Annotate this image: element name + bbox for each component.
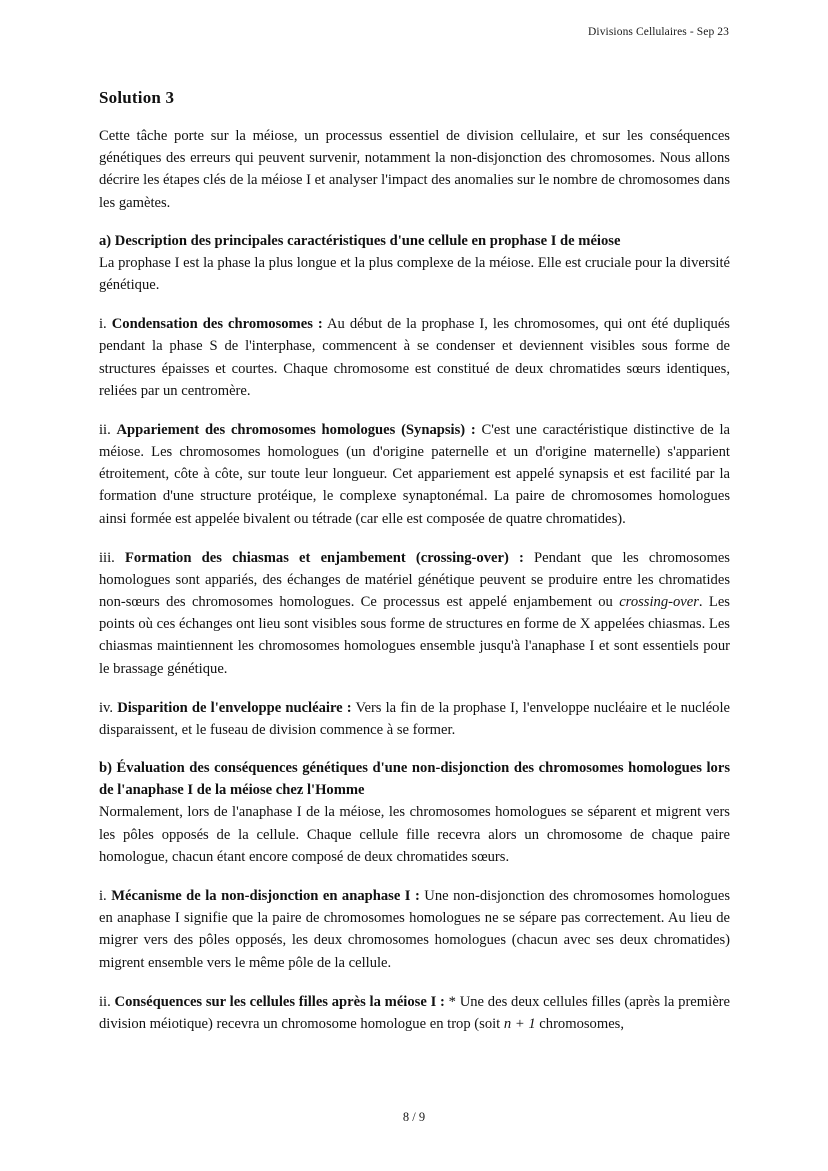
item-text-part2: . Les points où ces échanges ont lieu sont visibles sous forme de structures en forme de X appelées chiasmas. Les chiasmas maintiennent les chromosomes homologues ensemble jusqu'à l'anaphase I et sont essentiels pour le brassage génétique.: [99, 594, 730, 677]
section-b-lead: Normalement, lors de l'anaphase I de la méiose, les chromosomes homologues se séparent et migrent vers les pôles opposés de la cellule. Chaque cellule fille recevra alors un chromosome de chaque paire homologue, chacun étant encore composé de deux chromatides sœurs.: [99, 804, 730, 865]
item-marker: i.: [99, 887, 107, 904]
item-marker: iv.: [99, 699, 114, 716]
item-marker: i.: [99, 316, 107, 333]
item-emphasis: crossing-over: [619, 594, 699, 611]
section-a-item-2: [99, 419, 730, 530]
item-text: C'est une caractéristique distinctive de la méiose. Les chromosomes homologues (un d'origine paternelle et un d'origine maternelle) s'apparient étroitement, côte à côte, sur toute leur longueur. Cet appariement est appelé synapsis et est facilité par la formation d'une structure protéique, le complexe synaptonémal. La paire de chromosomes homologues ainsi formée est appelée bivalent ou tétrade (car elle est composée de quatre chromatides).: [99, 421, 731, 527]
page-title: Solution 3: [99, 88, 175, 107]
item-marker: iii.: [99, 549, 115, 566]
math-expression: n + 1: [503, 1015, 536, 1032]
item-label: Condensation des chromosomes :: [111, 316, 323, 333]
section-a-heading: a) Description des principales caractéristiques d'une cellule en prophase I de méiose: [99, 232, 621, 249]
item-text-part2: chromosomes,: [535, 1015, 625, 1032]
item-marker: ii.: [99, 421, 111, 438]
item-label: Mécanisme de la non-disjonction en anaphase I :: [111, 887, 420, 904]
section-a-item-1: [99, 313, 730, 402]
document-content: [99, 88, 730, 1047]
section-a-item-4: [99, 697, 730, 741]
section-a-item-3: [99, 547, 730, 680]
page-footer: 8 / 9: [402, 1110, 426, 1124]
item-text: Une non-disjonction des chromosomes homologues en anaphase I signifie que la paire de chromosomes homologues ne se sépare pas correctement. Au lieu de migrer vers des pôles opposés, les deux chromosomes homologues (chacun avec ses deux chromatides) migrent ensemble vers le même pôle de la cellule.: [99, 887, 730, 971]
item-marker: ii.: [99, 993, 111, 1010]
item-label: Conséquences sur les cellules filles après la méiose I :: [114, 993, 445, 1010]
section-a-lead: La prophase I est la phase la plus longue et la plus complexe de la méiose. Elle est cruciale pour la diversité génétique.: [99, 254, 730, 294]
section-b-heading: b) Évaluation des conséquences génétiques d'une non-disjonction des chromosomes homologues lors de l'anaphase I de la méiose chez l'Homme: [99, 760, 730, 799]
item-text: Au début de la prophase I, les chromosomes, qui ont été dupliqués pendant la phase S de l'interphase, commencent à se condenser et deviennent visibles sous forme de structures épaisses et courtes. Chaque chromosome est constitué de deux chromatides sœurs identiques, reliées par un centromère.: [99, 316, 730, 399]
section-b-item-1: [99, 885, 730, 974]
item-label: Disparition de l'enveloppe nucléaire :: [117, 699, 352, 716]
intro-paragraph: Cette tâche porte sur la méiose, un processus essentiel de division cellulaire, et sur les conséquences génétiques des erreurs qui peuvent survenir, notamment la non-disjonction des chromosomes. Nous allons décrire les étapes clés de la méiose I et analyser l'impact des anomalies sur le nombre de chromosomes dans les gamètes.: [99, 128, 730, 211]
item-label: Formation des chiasmas et enjambement (crossing-over) :: [125, 549, 524, 566]
item-text-part1: Pendant que les chromosomes homologues sont appariés, des échanges de matériel génétique peuvent se produire entre les chromatides non-sœurs des chromosomes homologues. Ce processus est appelé enjambement ou: [99, 549, 730, 611]
section-b-item-2: [99, 991, 730, 1035]
item-text: Vers la fin de la prophase I, l'enveloppe nucléaire et le nucléole disparaissent, et le fuseau de division commence à se former.: [99, 699, 730, 738]
item-label: Appariement des chromosomes homologues (Synapsis) :: [116, 421, 476, 438]
item-text-part1: * Une des deux cellules filles (après la première division méiotique) recevra un chromosome homologue en trop (soit: [99, 993, 731, 1032]
running-header: Divisions Cellulaires - Sep 23: [588, 26, 729, 38]
